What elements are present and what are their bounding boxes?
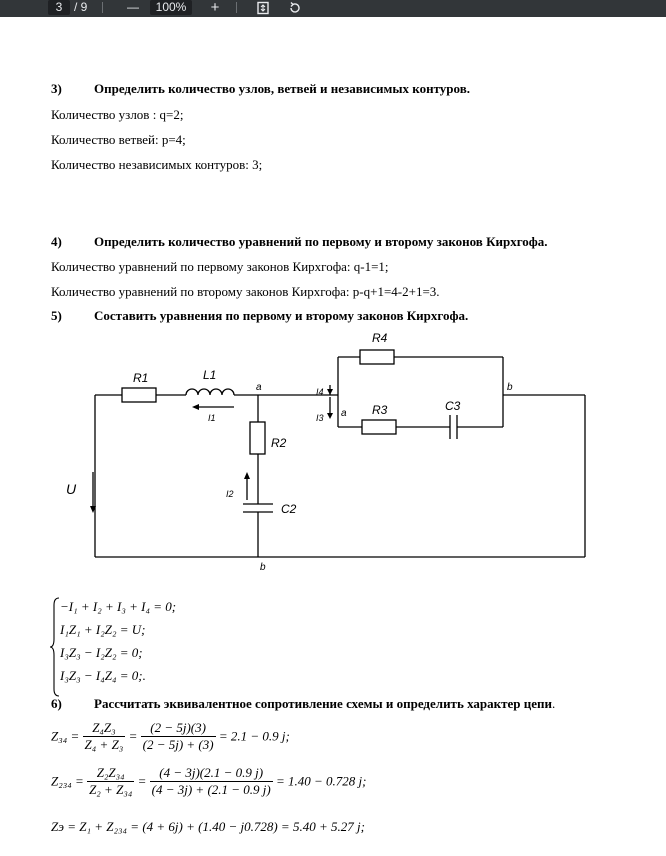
label-i4: I4 [316, 387, 324, 397]
page-total: / 9 [74, 0, 88, 14]
label-r1: R1 [133, 371, 149, 385]
arrow-head [327, 389, 333, 395]
arrow-head [327, 413, 333, 419]
section-number: 3) [51, 81, 62, 96]
resistor-r2 [250, 422, 265, 454]
equation-4: I₃Z₃ − I₄Z₄ = 0;. [60, 668, 146, 683]
label-c2: C2 [281, 502, 297, 516]
label-node-b: b [260, 562, 266, 573]
text-line: Количество уравнений по второму законов Кирхгофа: p-q+1=4-2+1=3. [51, 284, 440, 299]
rotate-icon [288, 1, 302, 15]
label-i1: I1 [208, 413, 216, 423]
label-r4: R4 [372, 331, 388, 345]
label-node-a: a [256, 382, 262, 393]
label-l1: L1 [203, 368, 217, 382]
system-brace [50, 597, 60, 697]
arrow-head [244, 472, 250, 479]
toolbar-divider [102, 2, 103, 13]
document-page [0, 17, 666, 856]
section-heading: Определить количество уравнений по первому и второму законов Кирхгофа. [94, 234, 548, 249]
section-heading: Определить количество узлов, ветвей и независимых контуров. [94, 81, 470, 96]
resistor-r3 [362, 420, 396, 434]
formula-z34: Z₃₄ = $\frac{\text{Z₄Z₃}}{\text{Z₄ + Z₃}}$ = $\frac{(2 - 5j)(3)}{(2 - 5j) + (3)}$ = 2.1 − 0.9 j; [51, 720, 290, 752]
label-c3: C3 [445, 399, 461, 413]
pdf-toolbar [0, 0, 666, 17]
equation-1: −I₁ + I₂ + I₃ + I₄ = 0; [60, 599, 177, 614]
label-node-a2: a [341, 408, 347, 419]
zoom-in-button[interactable]: + [210, 0, 220, 16]
text-line: Количество независимых контуров: 3; [51, 157, 263, 172]
zoom-level-input[interactable]: 100% [150, 0, 192, 15]
equation-3: I₃Z₃ − I₂Z₂ = 0; [60, 645, 143, 660]
toolbar-divider [236, 2, 237, 13]
text-line: Количество ветвей: p=4; [51, 132, 186, 147]
formula-z234: Z₂₃₄ = $\frac{\text{Z₂Z₃₄}}{\text{Z₂ + Z₃₄}}$ = $\frac{(4 - 3j)(2.1 - 0.9 j)}{(4 - 3j) + (2.1 - 0.9 j)}$ = 1.40 − 0.728 j; [51, 765, 367, 797]
label-i2: I2 [226, 489, 234, 499]
text-line: Количество узлов : q=2; [51, 107, 184, 122]
zoom-out-button[interactable]: — [127, 0, 139, 14]
resistor-r1 [122, 388, 156, 402]
label-u: U [66, 481, 77, 497]
label-r2: R2 [271, 436, 287, 450]
label-i3: I3 [316, 413, 324, 423]
label-r3: R3 [372, 403, 388, 417]
section-heading: Составить уравнения по первому и второму законов Кирхгофа. [94, 308, 469, 323]
arrow-head [192, 404, 199, 410]
formula-ze: Zэ = Z₁ + Z₂₃₄ = (4 + 6j) + (1.40 − j0.728) = 5.40 + 5.27 j; [51, 819, 365, 834]
resistor-r4 [360, 350, 394, 364]
section-heading: Рассчитать эквивалентное сопротивление схемы и определить характер цепи. [94, 696, 556, 711]
section-number: 4) [51, 234, 62, 249]
section-number: 5) [51, 308, 62, 323]
circuit-diagram [0, 17, 666, 577]
section-number: 6) [51, 696, 62, 711]
equation-2: I₁Z₁ + I₂Z₂ = U; [60, 622, 146, 637]
label-node-b2: b [507, 382, 513, 393]
page-number-input[interactable]: 3 [48, 0, 70, 15]
fit-page-icon [256, 1, 270, 15]
text-line: Количество уравнений по первому законов Кирхгофа: q-1=1; [51, 259, 389, 274]
capacitor-c3 [450, 415, 457, 439]
inductor-l1 [186, 389, 234, 395]
capacitor-c2 [243, 504, 273, 512]
